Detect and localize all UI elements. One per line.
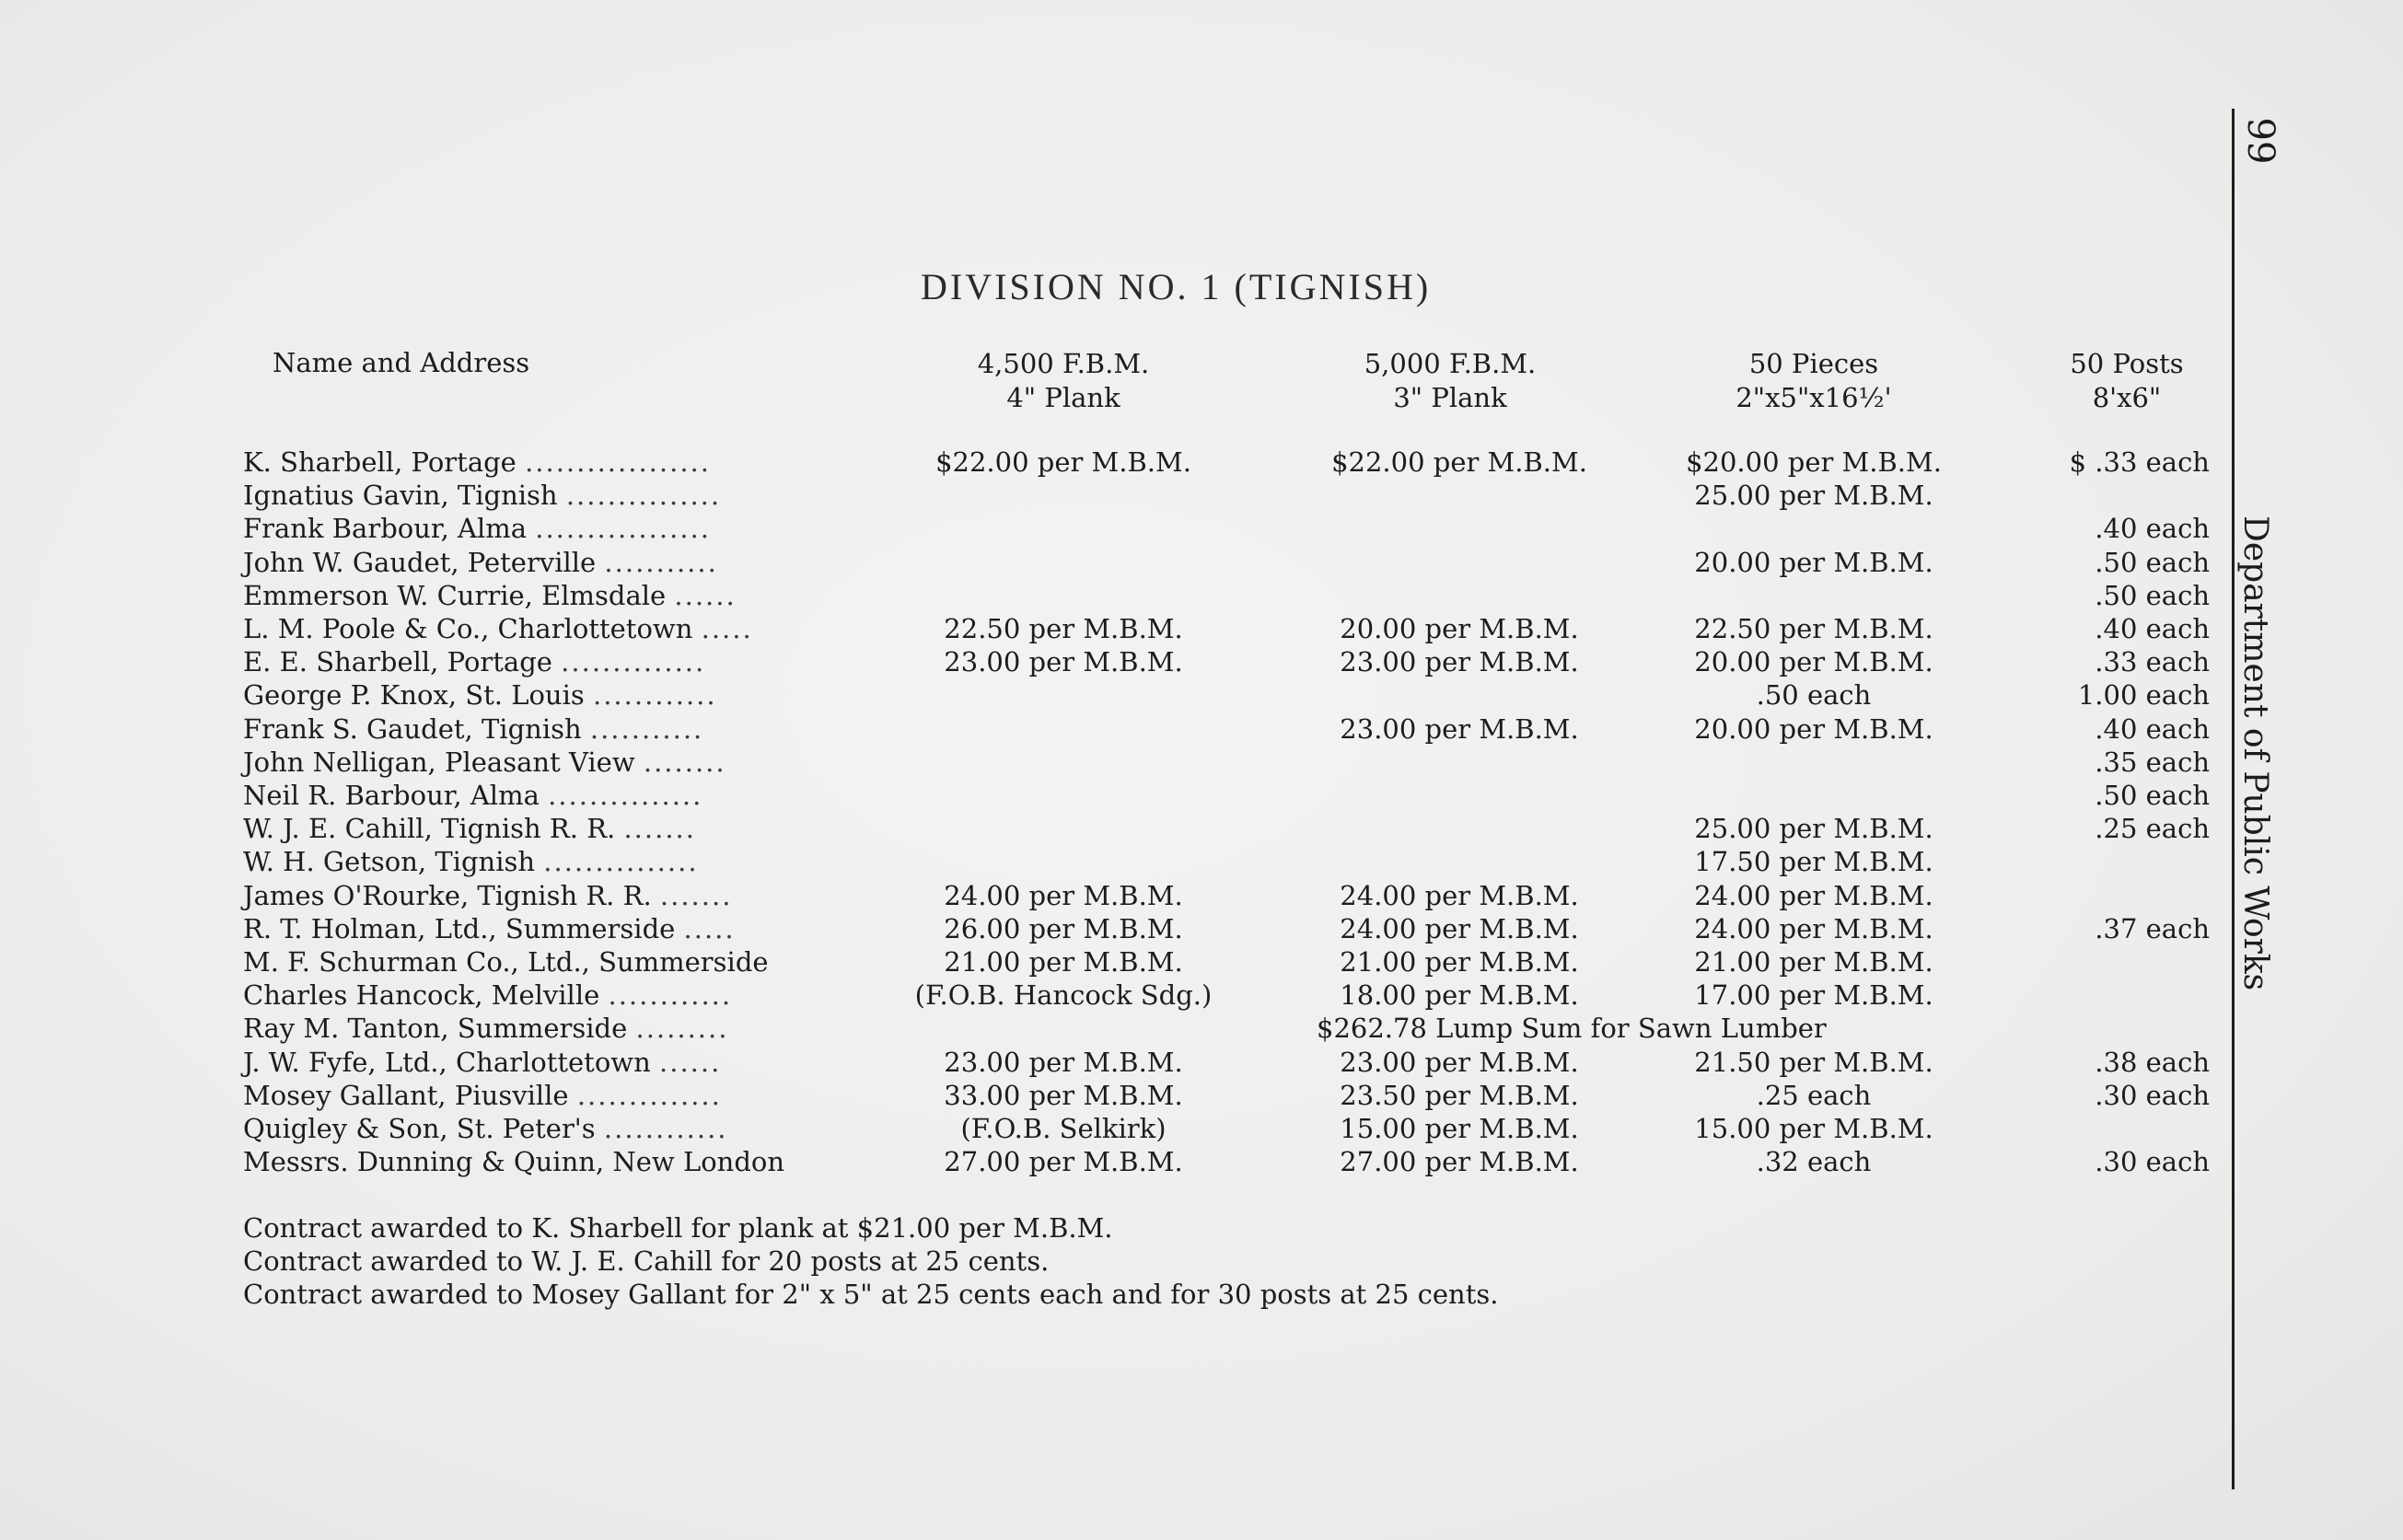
leader-dots: .......	[623, 813, 696, 844]
name-text: Frank S. Gaudet, Tignish	[243, 713, 582, 745]
price-pieces: 24.00 per M.B.M.	[1694, 880, 1933, 911]
price-4in-plank: 22.50 per M.B.M.	[944, 613, 1183, 644]
price-pieces: 22.50 per M.B.M.	[1694, 613, 1933, 644]
price-posts: .50 each	[2095, 547, 2210, 578]
row-name-address	[243, 1112, 728, 1145]
price-4in-plank: 23.00 per M.B.M.	[944, 646, 1183, 677]
leader-dots: ...............	[565, 480, 722, 511]
name-text: E. E. Sharbell, Portage	[243, 646, 552, 677]
header-pieces-line1: 50 Pieces	[1748, 348, 1879, 379]
row-name-address	[243, 1012, 728, 1045]
header-name-address: Name and Address	[273, 347, 530, 378]
row-name-address	[243, 678, 717, 712]
price-pieces: 21.00 per M.B.M.	[1694, 946, 1933, 978]
contract-note-2: Contract awarded to W. J. E. Cahill for 20 posts at 25 cents.	[243, 1245, 1050, 1277]
price-pieces: 17.50 per M.B.M.	[1694, 846, 1933, 877]
price-posts: .40 each	[2095, 513, 2210, 544]
table-row	[0, 746, 2403, 779]
table-row	[0, 945, 2403, 978]
table-row	[0, 1046, 2403, 1079]
name-text: W. J. E. Cahill, Tignish R. R.	[243, 813, 616, 844]
row-name-address	[243, 912, 736, 945]
price-posts: 1.00 each	[2077, 679, 2210, 711]
price-posts: $ .33 each	[2069, 446, 2210, 478]
leader-dots: ...............	[543, 846, 699, 877]
table-row	[0, 1012, 2403, 1045]
name-text: Frank Barbour, Alma	[243, 513, 528, 544]
price-pieces: 20.00 per M.B.M.	[1694, 713, 1933, 745]
price-posts: .40 each	[2095, 713, 2210, 745]
row-name-address	[243, 579, 737, 612]
header-pieces-line2: 2"x5"x16½'	[1736, 382, 1892, 413]
price-pieces: 21.50 per M.B.M.	[1694, 1047, 1933, 1078]
price-pieces: 15.00 per M.B.M.	[1694, 1113, 1933, 1144]
leader-dots: ............	[603, 1113, 728, 1144]
header-posts	[2053, 347, 2200, 415]
price-3in-plank: 23.00 per M.B.M.	[1340, 713, 1579, 745]
contract-note-3: Contract awarded to Mosey Gallant for 2" x 5" at 25 cents each and for 30 posts at 25 cents.	[243, 1279, 1499, 1310]
price-posts: .30 each	[2095, 1080, 2210, 1111]
row-name-address	[243, 712, 703, 746]
table-row	[0, 678, 2403, 712]
name-text: K. Sharbell, Portage	[243, 446, 517, 478]
price-pieces: $20.00 per M.B.M.	[1686, 446, 1942, 478]
name-text: George P. Knox, St. Louis	[243, 679, 585, 711]
price-posts: .50 each	[2095, 780, 2210, 811]
name-text: John Nelligan, Pleasant View	[243, 747, 635, 778]
name-text: L. M. Poole & Co., Charlottetown	[243, 613, 693, 644]
header-3in-plank-line2: 3" Plank	[1393, 382, 1507, 413]
price-pieces: .25 each	[1756, 1080, 1872, 1111]
table-row	[0, 512, 2403, 545]
row-name-address	[243, 479, 721, 512]
name-text: Quigley & Son, St. Peter's	[243, 1113, 596, 1144]
price-4in-plank: 21.00 per M.B.M.	[944, 946, 1183, 978]
price-pieces: 17.00 per M.B.M.	[1694, 979, 1933, 1011]
name-text: Ray M. Tanton, Summerside	[243, 1013, 628, 1044]
header-3in-plank-line1: 5,000 F.B.M.	[1364, 348, 1537, 379]
header-posts-line2: 8'x6"	[2092, 382, 2162, 413]
table-row	[0, 479, 2403, 512]
table-row	[0, 546, 2403, 579]
table-row	[0, 812, 2403, 845]
row-name-address	[243, 546, 718, 579]
row-name-address	[243, 512, 711, 545]
leader-dots: ..............	[561, 646, 706, 677]
table-row	[0, 912, 2403, 945]
row-name-address	[243, 945, 769, 978]
price-pieces: 24.00 per M.B.M.	[1694, 913, 1933, 944]
price-3in-plank: $22.00 per M.B.M.	[1331, 446, 1587, 478]
price-4in-plank: 24.00 per M.B.M.	[944, 880, 1183, 911]
contract-note-1: Contract awarded to K. Sharbell for plank at $21.00 per M.B.M.	[243, 1212, 1113, 1244]
price-posts: .37 each	[2095, 913, 2210, 944]
row-name-address	[243, 779, 702, 812]
price-posts: .35 each	[2095, 747, 2210, 778]
table-row	[0, 779, 2403, 812]
leader-dots: ..................	[525, 446, 711, 478]
page-number: 99	[2239, 117, 2281, 165]
row-name-address	[243, 1145, 784, 1178]
leader-dots: ............	[608, 979, 733, 1011]
row-name-address	[243, 446, 711, 479]
leader-dots: .......	[659, 880, 733, 911]
leader-dots: ...........	[589, 713, 704, 745]
name-text: Mosey Gallant, Piusville	[243, 1080, 569, 1111]
table-row	[0, 1079, 2403, 1112]
leader-dots: ............	[593, 679, 717, 711]
header-4in-plank-line1: 4,500 F.B.M.	[977, 348, 1150, 379]
leader-dots: ...............	[548, 780, 703, 811]
price-3in-plank: 24.00 per M.B.M.	[1340, 880, 1579, 911]
price-4in-plank: 23.00 per M.B.M.	[944, 1047, 1183, 1078]
table-row	[0, 845, 2403, 878]
name-text: John W. Gaudet, Peterville	[243, 547, 597, 578]
price-posts: .38 each	[2095, 1047, 2210, 1078]
name-text: Messrs. Dunning & Quinn, New London	[243, 1146, 785, 1177]
page-title: DIVISION NO. 1 (TIGNISH)	[921, 266, 1432, 307]
lump-sum-note: $262.78 Lump Sum for Sawn Lumber	[1317, 1013, 1827, 1044]
price-3in-plank: 21.00 per M.B.M.	[1340, 946, 1579, 978]
table-row	[0, 645, 2403, 678]
name-text: M. F. Schurman Co., Ltd., Summerside	[243, 946, 769, 978]
price-3in-plank: 23.50 per M.B.M.	[1340, 1080, 1579, 1111]
table-row	[0, 879, 2403, 912]
leader-dots: .....	[701, 613, 753, 644]
header-pieces	[1703, 347, 1924, 415]
row-name-address	[243, 612, 753, 645]
name-text: Ignatius Gavin, Tignish	[243, 480, 558, 511]
name-text: W. H. Getson, Tignish	[243, 846, 536, 877]
price-pieces: .32 each	[1756, 1146, 1872, 1177]
leader-dots: ........	[643, 747, 726, 778]
table-row	[0, 612, 2403, 645]
table-row	[0, 1112, 2403, 1145]
row-name-address	[243, 1079, 722, 1112]
name-text: James O'Rourke, Tignish R. R.	[243, 880, 652, 911]
price-4in-plank: (F.O.B. Hancock Sdg.)	[914, 979, 1213, 1011]
leader-dots: .................	[535, 513, 711, 544]
price-pieces: 20.00 per M.B.M.	[1694, 547, 1933, 578]
table-row	[0, 712, 2403, 746]
price-posts: .50 each	[2095, 580, 2210, 611]
table-row	[0, 1145, 2403, 1178]
row-name-address	[243, 978, 732, 1012]
header-4in-plank-line2: 4" Plank	[1006, 382, 1120, 413]
price-4in-plank: (F.O.B. Selkirk)	[960, 1113, 1167, 1144]
price-3in-plank: 18.00 per M.B.M.	[1340, 979, 1579, 1011]
price-3in-plank: 23.00 per M.B.M.	[1340, 1047, 1579, 1078]
leader-dots: ...........	[604, 547, 718, 578]
leader-dots: .........	[635, 1013, 729, 1044]
price-pieces: 20.00 per M.B.M.	[1694, 646, 1933, 677]
row-name-address	[243, 1046, 721, 1079]
name-text: Charles Hancock, Melville	[243, 979, 600, 1011]
price-4in-plank: 33.00 per M.B.M.	[944, 1080, 1183, 1111]
price-pieces: 25.00 per M.B.M.	[1694, 480, 1933, 511]
header-3in-plank	[1340, 347, 1561, 415]
price-pieces: .50 each	[1756, 679, 1872, 711]
leader-dots: .....	[683, 913, 736, 944]
running-head: Department of Public Works	[2236, 515, 2274, 991]
leader-dots: ..............	[576, 1080, 722, 1111]
leader-dots: ......	[674, 580, 737, 611]
price-posts: .30 each	[2095, 1146, 2210, 1177]
price-pieces: 25.00 per M.B.M.	[1694, 813, 1933, 844]
leader-dots: ......	[659, 1047, 722, 1078]
price-3in-plank: 24.00 per M.B.M.	[1340, 913, 1579, 944]
price-4in-plank: 27.00 per M.B.M.	[944, 1146, 1183, 1177]
price-posts: .25 each	[2095, 813, 2210, 844]
name-text: Neil R. Barbour, Alma	[243, 780, 540, 811]
table-row	[0, 978, 2403, 1012]
price-4in-plank: 26.00 per M.B.M.	[944, 913, 1183, 944]
price-3in-plank: 23.00 per M.B.M.	[1340, 646, 1579, 677]
table-row	[0, 446, 2403, 479]
row-name-address	[243, 812, 696, 845]
name-text: R. T. Holman, Ltd., Summerside	[243, 913, 676, 944]
price-posts: .33 each	[2095, 646, 2210, 677]
row-name-address	[243, 746, 726, 779]
price-4in-plank: $22.00 per M.B.M.	[935, 446, 1191, 478]
row-name-address	[243, 645, 705, 678]
name-text: J. W. Fyfe, Ltd., Charlottetown	[243, 1047, 651, 1078]
margin-rule	[2232, 109, 2235, 1489]
header-posts-line1: 50 Posts	[2070, 348, 2184, 379]
price-posts: .40 each	[2095, 613, 2210, 644]
header-4in-plank	[953, 347, 1174, 415]
price-3in-plank: 20.00 per M.B.M.	[1340, 613, 1579, 644]
price-3in-plank: 15.00 per M.B.M.	[1340, 1113, 1579, 1144]
row-name-address	[243, 879, 732, 912]
price-3in-plank: 27.00 per M.B.M.	[1340, 1146, 1579, 1177]
row-name-address	[243, 845, 699, 878]
table-row	[0, 579, 2403, 612]
name-text: Emmerson W. Currie, Elmsdale	[243, 580, 667, 611]
